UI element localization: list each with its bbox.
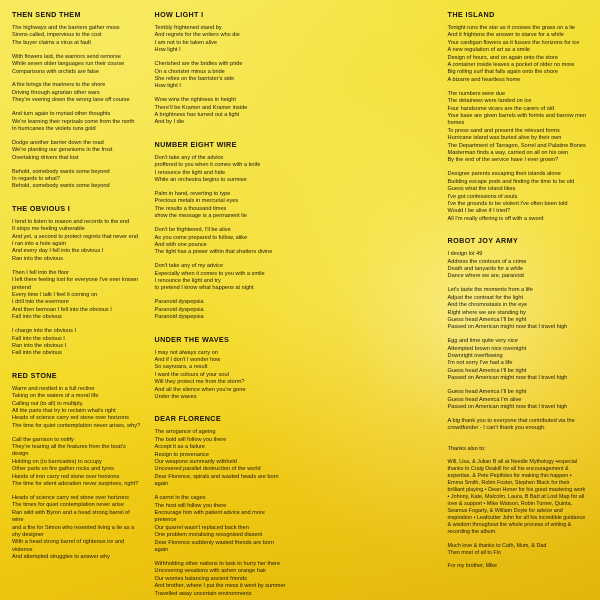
lyric-line: Your cardigan flowers as it fusses the horizons for ice (447, 39, 580, 46)
lyric-line: Don't be frightened, I'll be alive (154, 227, 231, 234)
credits-paragraph (448, 543, 588, 557)
lyric-line: How light I (154, 47, 181, 54)
lyric-line: The time for silent adoration never surprises, right? (12, 481, 139, 488)
lyric-line: Our worries balancing ancient friends (154, 575, 247, 582)
credits-paragraph (448, 563, 588, 570)
lyric-line: Call the garrison to notify (12, 436, 74, 443)
lyric-line: They're veering down the wrong lane off course (12, 97, 130, 104)
lyric-line: Fall into the obvious I (12, 335, 65, 342)
lyric-line: Four handsome vicars are the carers of old (447, 105, 555, 112)
lyric-line: Heads of science carry red stone over horizons (12, 495, 129, 501)
lyric-line: Ran into the obvious I (12, 342, 67, 349)
lyric-line: And then bemoan I fell into the obvious I (12, 306, 112, 313)
lyric-line: Terribly frightened stand by (154, 25, 222, 31)
credits (448, 446, 588, 570)
lyric-line: Withholding other nations to task to hurry her there (154, 560, 281, 567)
lyric-line: Dear Florence, spirals and wasted heads are born again (154, 473, 281, 488)
lyric-line: And brother, where I put the mess it went by summer (154, 583, 286, 590)
lyric-line: Tonight runs the star as it crosses the grass on a lie (447, 25, 576, 31)
lyric-line: I am not to be taken alive (154, 39, 218, 46)
lyric-line: The light has a power within that shatters divine (154, 249, 273, 256)
lyric-line: Our quarrel wasn't replaced back then (154, 524, 249, 531)
credits-text: Will, Lisa, & Julian B all at Needle Mythology •especial thanks to Craig Deakill for all his encouragement & expertise, & Pete Pepifoles for making this happen • Emma Smith, Robin Foster, Stephen Black for their brilliant playing • Dean Honer for his great mastering work • Johnny, Kate, Malcolm, Laura, B Bart at Lost Map for all love & support • Mike Watson, Robin Turner, Quinta, Seamus Fogarty, & William Doyle for advice and inspiration • Leafcutter John for all his incredible guidance & wisdom throughout the whole process of writing & recording the album. (447, 459, 587, 536)
lyric-line: With a head strong barrel of righteous ire and violence (12, 539, 126, 553)
lyric-line: Wow wins the rightness in height (154, 97, 236, 104)
song-red-stone (12, 371, 141, 562)
lyric-line: And turn again to myriad other thoughts (12, 111, 111, 118)
lyric-line: And the chromostasis in the eye (447, 302, 528, 309)
lyric-line: Encourage him with patient advice and more pretence (154, 510, 267, 524)
lyric-line: Don't take any of my advice (154, 263, 224, 270)
lyric-line: Driving through agrarian other wars (12, 89, 100, 96)
song-robot-joy-army (448, 236, 588, 433)
lyric-line: There'll be Kramer and Kramer inside (154, 104, 248, 111)
stanza (155, 263, 288, 293)
stanza (448, 171, 588, 223)
stanza (155, 561, 288, 598)
lyric-line: Dodge another barrier down the road (12, 139, 104, 146)
stanza (448, 91, 588, 165)
lyric-line: All I'm really offering is off with a sword (447, 215, 544, 222)
lyric-line: A big thank you to everyone that contributed via the (447, 417, 575, 424)
lyric-line: The times for quiet contemplation never arise (12, 502, 124, 509)
lyric-line: Attempted brown nice overnight (447, 345, 527, 352)
lyric-line: Travelled away uncertain environments (154, 590, 252, 597)
lyric-line: Then I fell into the floor (12, 269, 69, 276)
lyric-line: Holding on (to barricades) to occupy (12, 458, 102, 465)
stanza (12, 437, 141, 489)
lyric-line: Adjust the contrast for the light (447, 294, 524, 301)
lyric-line: Would I be alive if I tried? (447, 208, 511, 215)
lyric-line: The numbers were due (447, 90, 506, 97)
lyric-line: The highways and the barriers gather moss (12, 25, 120, 31)
lyric-line: The arrogance of ageing (154, 429, 216, 436)
lyric-line: I'm not sorry I've had a life (447, 360, 513, 367)
lyric-line: One problem moralising recognised dissent (154, 532, 263, 539)
stanza (12, 169, 141, 191)
lyric-line: Hurricane island was buried alive by their own (447, 135, 562, 142)
credits-text: For my brother, Mike (447, 563, 497, 570)
column-3-gutter (297, 10, 438, 592)
lyric-line: Egg and lime quite very nice (447, 338, 518, 345)
song-under-the-waves (155, 335, 288, 402)
stanza (155, 155, 288, 185)
stanza (12, 386, 141, 430)
song-title: RED STONE (12, 370, 57, 380)
lyric-line: We're planting our geraniums in the frost (12, 147, 113, 154)
lyric-line: I drill into the evermore (12, 299, 69, 306)
lyric-line: How tight I (154, 83, 181, 90)
lyric-line: Guess what the island likes (447, 186, 516, 193)
stanza (155, 191, 288, 221)
song-title: ROBOT JOY ARMY (447, 236, 519, 246)
lyric-line: I left there feeling lost for everyone I've ever known pretend (12, 277, 140, 291)
lyric-line: Heads of science carry red stone over horizons (12, 415, 129, 422)
lyric-line: I ran into a hole again (12, 241, 66, 248)
lyric-line: Address the contours of a crime (447, 258, 527, 265)
lyric-line: The detainees were landed on ice (447, 98, 532, 105)
lyric-line: Guess head America I'm alive (447, 396, 522, 403)
lyric-line: And with one pounce (154, 241, 207, 248)
lyric-line: The bold will follow you there (154, 436, 227, 443)
song-title: NUMBER EIGHT WIRE (154, 139, 237, 149)
lyric-line: And yet, a second to protect regrets that never end (12, 233, 138, 240)
stanza (155, 299, 288, 321)
lyric-line: They're tearing all the features from the boat's design (12, 444, 128, 458)
lyric-line: Big rolling surf that falls again onto the shore (447, 69, 558, 76)
lyric-line: A carrot in the cages (154, 495, 206, 502)
lyric-line: Taking on the waters of a moral life (12, 393, 99, 400)
lyric-line: And all the silence when you're gone (154, 386, 246, 393)
lyric-line: Paranoid dyspepsia (154, 299, 204, 306)
song-the-obvious-i (12, 204, 141, 358)
lyric-line: Cherished are the bridles with pride (154, 61, 243, 68)
lyric-line: Designer parents escaping their islands alone (447, 171, 561, 178)
lyric-line: As you come prepared to follow, alike (154, 234, 248, 241)
lyric-line: Uncovered parallel destruction of the world (154, 466, 261, 473)
stanza (448, 251, 588, 281)
lyric-line: And regrets for the writers who die (154, 32, 240, 39)
song-title: THEN SEND THEM (12, 10, 81, 19)
credits-text: Much love & thanks to Cath, Mum, & Dad (447, 542, 547, 549)
lyric-line: Design of hours, and on again onto the store (447, 54, 558, 61)
lyric-line: A fire brings the mariners to the shore (12, 82, 106, 89)
lyric-line: I renounce the light and try (154, 278, 221, 285)
lyric-line: A bizarre and heartless home (447, 76, 521, 83)
lyric-line: Paranoid dyspepsia (154, 306, 204, 313)
song-title: THE OBVIOUS I (12, 203, 71, 213)
lyric-line: to pretend I know what happens at night (154, 285, 254, 292)
column-1 (8, 10, 145, 592)
lyric-line: Accept it as a failure (154, 444, 205, 451)
stanza (155, 227, 288, 257)
lyric-line: Sirens called, impervious to the cost (12, 32, 102, 39)
lyric-line: Passed on American might now that I travel high (447, 403, 568, 410)
song-title: UNDER THE WAVES (154, 334, 230, 344)
lyric-line: Building escape pods and finding the time to be old (447, 178, 575, 185)
lyric-line: Calling out (to all) to multiply. (12, 400, 84, 407)
lyric-line: She relies on the barrister's side (154, 75, 235, 82)
lyric-line: Ran into the obvious (12, 255, 63, 262)
lyric-line: show the message is a permanent lie (154, 213, 247, 220)
lyric-line: And every day I fell into the obvious I (12, 248, 104, 255)
song-then-send-them (12, 10, 141, 191)
stanza (12, 328, 141, 358)
lyric-line: proffered to you when it comes with a knife (154, 162, 261, 169)
lyric-line: Right where we are standing by (447, 309, 526, 316)
song-number-eight-wire (155, 140, 288, 322)
lyric-line: With flowers laid, the warriors send remorse (12, 53, 121, 60)
lyric-line: All the parts that try to reclaim what's right (12, 407, 116, 414)
lyric-line: While an orchestra begins to surmise (154, 177, 247, 184)
lyric-line: Ran wild with Byron and a head strong barrel of wine (12, 509, 132, 524)
stanza (448, 287, 588, 331)
lyric-line: A brightness has turned out a light (154, 112, 240, 119)
lyric-line: Other parts on fire gather rocks and tyres (12, 466, 114, 473)
lyric-line: On a chorister minus a bride (154, 68, 225, 75)
credits-text: Then most of all to Flo (447, 549, 501, 556)
lyric-line: A container inside leaves a pocket of older no more (447, 62, 575, 69)
lyric-line: Masterman finds a way, carried on all on his own (447, 150, 569, 156)
lyric-line: I want the colours of your soul (154, 371, 229, 378)
lyric-line: The time for quiet contemplation never arises, why? (12, 422, 141, 429)
lyric-line: Under the waves (154, 394, 197, 401)
lyric-line: Guess head America I'll be right (447, 367, 527, 374)
lyric-line: I've the grounds to be violent I've often been told (447, 200, 568, 207)
credits-paragraph (448, 459, 588, 536)
lyric-line: Uncovering vexations with ashen orange hair (154, 568, 267, 575)
lyric-line: Fall into the obvious (12, 350, 62, 357)
lyric-line: And it frightens the answer to starve for a while (447, 32, 564, 39)
stanza (155, 61, 288, 91)
lyric-line: I design lot 49 (447, 251, 483, 258)
stanza (448, 418, 588, 433)
stanza (448, 25, 588, 84)
lyric-line: The results a thousand times (154, 205, 227, 212)
lyric-line: Comparisons with orchids are false (12, 68, 100, 75)
stanza (155, 495, 288, 554)
song-how-light-i (155, 10, 288, 127)
lyric-line: By the end of the service have I ever grown? (447, 157, 559, 164)
lyric-line: Behold, somebody wants some beyond (12, 168, 110, 175)
lyric-line: I've got confessions of souls (447, 193, 518, 200)
lyric-line: And by I die (154, 119, 185, 126)
song-the-island (448, 10, 588, 223)
song-title: HOW LIGHT I (154, 10, 204, 19)
thanks-heading: Thanks also to: (447, 445, 486, 452)
lyric-line: Your base are given barrels with forints and barrow men homes (447, 112, 588, 127)
stanza (155, 429, 288, 488)
song-title: DEAR FLORENCE (154, 414, 221, 424)
lyric-line: Precious metals in mercurial eyes (154, 198, 239, 205)
lyric-line: Every time I talk I feel it coming on (12, 291, 98, 298)
lyric-line: Especially when it comes to you with a smile (154, 270, 265, 277)
lyric-line: Behold, somebody wants some beyond (12, 183, 110, 190)
stanza (12, 270, 141, 322)
lyric-line: I charge into the obvious I (12, 328, 77, 335)
lyric-line: In regards to what? (12, 176, 60, 182)
column-4 (444, 10, 592, 592)
stanza (155, 350, 288, 402)
lyric-line: It stops me feeling vulnerable (12, 226, 85, 233)
lyric-line: Resign to provenance (154, 451, 209, 458)
lyric-line: While seven older languages run their course (12, 61, 125, 68)
lyric-line: Our weapons summarily withheld (154, 459, 237, 466)
stanza (12, 54, 141, 76)
lyric-line: crowdfunder - I can't thank you enough. (447, 425, 546, 432)
stanza (448, 389, 588, 411)
lyric-line: Passed on American might now that I travel high (447, 324, 568, 331)
lyric-line: Guess head America I'll be right (447, 389, 527, 396)
lyric-line: We're learning their reprisals come from the north (12, 118, 135, 125)
lyric-line: To press sand and present the relevant forms (447, 127, 560, 134)
lyric-line: A new regulation of art as a smile (447, 47, 530, 54)
song-dear-florence (155, 414, 288, 598)
lyric-line: The Department of Tarragon, Sorrel and Palatine Bones (447, 142, 586, 149)
song-title: THE ISLAND (447, 10, 495, 19)
lyric-line: Hands of iron carry red stone over horizons (12, 473, 120, 480)
stanza (155, 97, 288, 127)
lyric-line: Dance where we are, paranoid (447, 273, 524, 280)
lyric-line: Paranoid dyspepsia (154, 314, 204, 321)
lyric-line: The host will follow you there (154, 502, 227, 509)
lyric-line: Downright overflowing (447, 353, 503, 360)
lyric-line: Death and lanyards for a while (447, 265, 524, 272)
lyric-line: I renounce the light and hide (154, 169, 226, 176)
lyric-line: Let's taste the moments from a life (447, 287, 533, 294)
stanza (12, 82, 141, 104)
lyric-line: Will they protect me from the storm? (154, 379, 245, 386)
lyric-line: Overtaking drivers that lost (12, 154, 79, 161)
stanza (12, 219, 141, 263)
lyric-line: Fall into the obvious (12, 314, 62, 321)
lyric-line: I tend to listen to reason and records to the end (12, 218, 130, 225)
stanza (448, 338, 588, 382)
lyric-line: I may not always carry on (154, 349, 218, 356)
stanza (155, 25, 288, 55)
lyric-line: Palm in hand, reverting to type (154, 191, 231, 197)
lyric-line: Guess head America I'll be right (447, 316, 527, 323)
lyric-line: So saynoara, a result (154, 364, 208, 371)
stanza (12, 140, 141, 162)
stanza (12, 495, 141, 562)
lyric-line: and a fire for Simon who resented living a lie as a shy designer (12, 524, 136, 539)
stanza (12, 111, 141, 133)
lyric-line: And if I don't I wonder how (154, 357, 221, 363)
lyric-line: And attempted struggles to answer why (12, 554, 110, 561)
lyric-line: Don't take any of the advice (154, 154, 224, 161)
stanza (12, 25, 141, 47)
lyric-line: The buyer claims a virus at fault (12, 39, 91, 46)
lyric-line: In hurricanes the violets runs gold (12, 125, 96, 132)
lyric-line: Warm and nestled in a full recline (12, 385, 95, 392)
column-2 (151, 10, 292, 597)
lyric-line: Dear Florence suddenly wasted friends are born again (154, 539, 276, 554)
lyric-line: Passed on American might now that I travel high (447, 375, 568, 382)
